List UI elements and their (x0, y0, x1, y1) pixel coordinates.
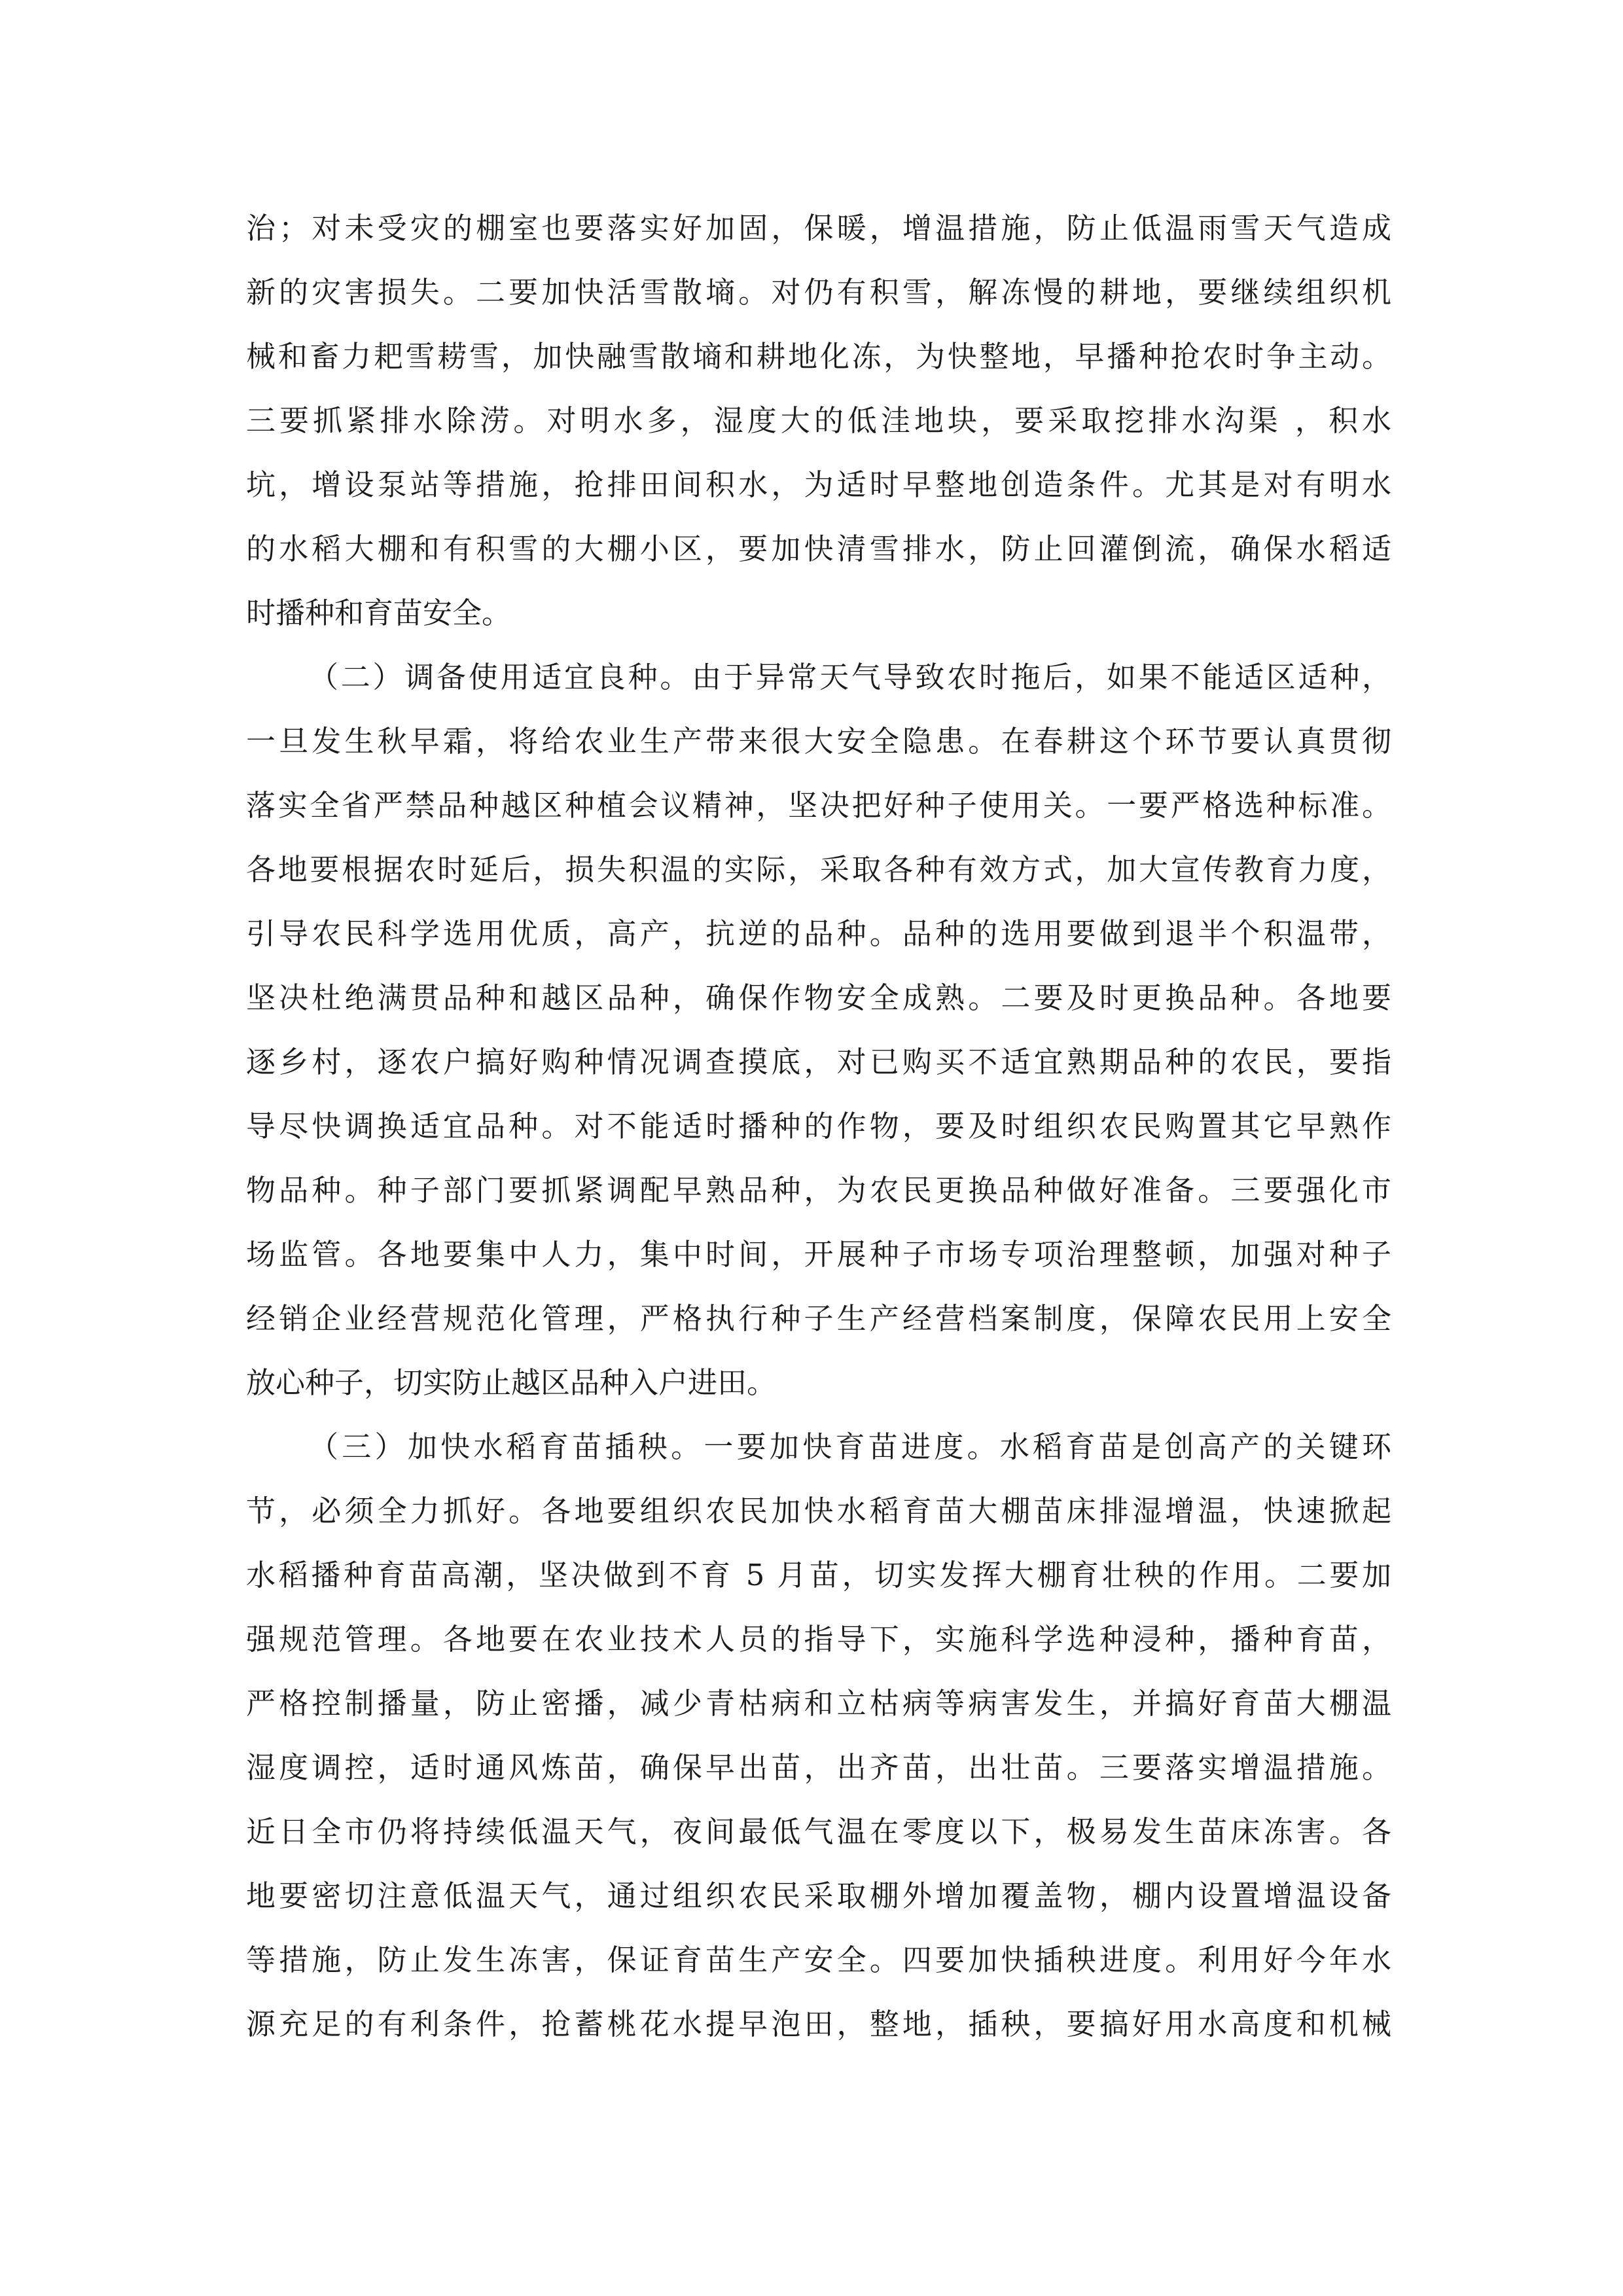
text-line: 三要抓紧排水除涝。对明水多，湿度大的低洼地块，要采取挖排水沟渠 ，积水 (246, 403, 1391, 438)
text-line: 械和畜力耙雪耢雪，加快融雪散墒和耕地化冻，为快整地，早播种抢农时争主动。 (246, 339, 1391, 374)
text-line: 一旦发生秋早霜，将给农业生产带来很大安全隐患。在春耕这个环节要认真贯彻 (246, 724, 1391, 759)
text-line: 的水稻大棚和有积雪的大棚小区，要加快清雪排水，防止回灌倒流，确保水稻适 (246, 531, 1391, 566)
text-line: 地要密切注意低温天气，通过组织农民采取棚外增加覆盖物，棚内设置增温设备 (246, 1878, 1391, 1913)
text-line: 场监管。各地要集中人力，集中时间，开展种子市场专项治理整顿，加强对种子 (246, 1237, 1391, 1272)
text-line: 严格控制播量，防止密播，减少青枯病和立枯病等病害发生，并搞好育苗大棚温 (246, 1686, 1391, 1721)
text-line: 引导农民科学选用优质，高产，抗逆的品种。品种的选用要做到退半个积温带， (246, 916, 1391, 951)
text-line: 导尽快调换适宜品种。对不能适时播种的作物，要及时组织农民购置其它早熟作 (246, 1109, 1391, 1143)
text-line: （二）调备使用适宜良种。由于异常天气导致农时拖后，如果不能适区适种， (309, 660, 1391, 694)
text-line: 湿度调控，适时通风炼苗，确保早出苗，出齐苗，出壮苗。三要落实增温措施。 (246, 1750, 1391, 1785)
text-line: 源充足的有利条件，抢蓄桃花水提早泡田，整地，插秧，要搞好用水高度和机械 (246, 2007, 1391, 2041)
text-line: 强规范管理。各地要在农业技术人员的指导下，实施科学选种浸种，播种育苗， (246, 1622, 1391, 1657)
text-line: 水稻播种育苗高潮，坚决做到不育 5 月苗，切实发挥大棚育壮秧的作用。二要加 (246, 1558, 1391, 1592)
text-line: 节，必须全力抓好。各地要组织农民加快水稻育苗大棚苗床排湿增温，快速掀起 (246, 1494, 1391, 1528)
text-line: （三）加快水稻育苗插秧。一要加快育苗进度。水稻育苗是创高产的关键环 (309, 1429, 1391, 1464)
text-line: 治；对未受灾的棚室也要落实好加固，保暖，增温措施，防止低温雨雪天气造成 (246, 211, 1391, 245)
text-line: 物品种。种子部门要抓紧调配早熟品种，为农民更换品种做好准备。三要强化市 (246, 1173, 1391, 1208)
text-line: 经销企业经营规范化管理，严格执行种子生产经营档案制度，保障农民用上安全 (246, 1301, 1391, 1336)
text-line: 各地要根据农时延后，损失积温的实际，采取各种有效方式，加大宣传教育力度， (246, 852, 1391, 887)
document-body (246, 196, 1391, 2056)
text-line: 坚决杜绝满贯品种和越区品种，确保作物安全成熟。二要及时更换品种。各地要 (246, 980, 1391, 1015)
text-line: 等措施，防止发生冻害，保证育苗生产安全。四要加快插秧进度。利用好今年水 (246, 1943, 1391, 1977)
text-line: 放心种子，切实防止越区品种入户进田。 (246, 1365, 777, 1400)
text-line: 新的灾害损失。二要加快活雪散墒。对仍有积雪，解冻慢的耕地，要继续组织机 (246, 275, 1391, 310)
text-line: 时播种和育苗安全。 (246, 596, 512, 630)
text-line: 坑，增设泵站等措施，抢排田间积水，为适时早整地创造条件。尤其是对有明水 (246, 467, 1391, 502)
text-line: 落实全省严禁品种越区种植会议精神，坚决把好种子使用关。一要严格选种标准。 (246, 788, 1391, 823)
text-line: 逐乡村，逐农户搞好购种情况调查摸底，对已购买不适宜熟期品种的农民，要指 (246, 1045, 1391, 1079)
text-line: 近日全市仍将持续低温天气，夜间最低气温在零度以下，极易发生苗床冻害。各 (246, 1814, 1391, 1849)
